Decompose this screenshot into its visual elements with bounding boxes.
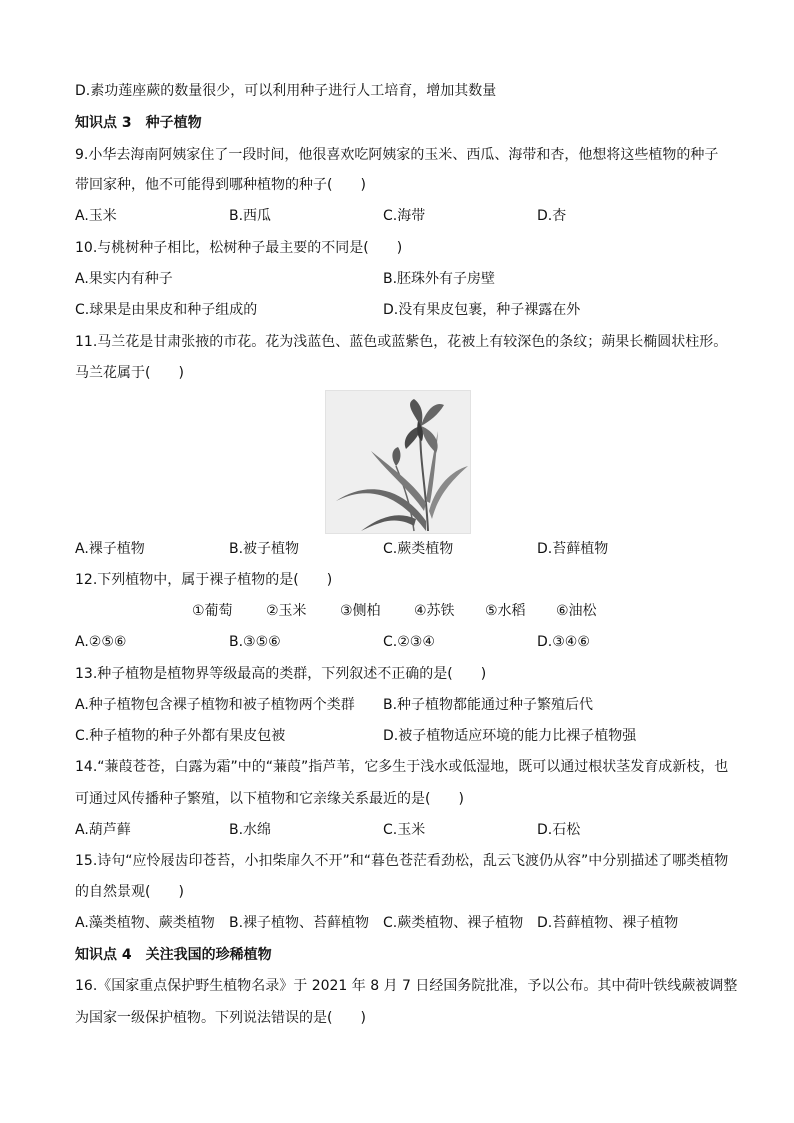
- question-10-option-a: A.果实内有种子: [75, 271, 173, 287]
- question-12-option-d: D.③④⑥: [537, 634, 590, 650]
- question-16-stem: 16.《国家重点保护野生植物名录》于 2021 年 8 月 7 日经国务院批准，予以公布。其中荷叶铁线蕨被调整: [75, 978, 738, 994]
- question-10-option-b: B.胚珠外有子房壁: [383, 271, 496, 287]
- iris-flower-illustration: [325, 390, 471, 534]
- question-11-option-c: C.蕨类植物: [383, 541, 454, 557]
- question-10-option-c: C.球果是由果皮和种子组成的: [75, 302, 258, 318]
- question-10-option-d: D.没有果皮包裹，种子裸露在外: [383, 302, 581, 318]
- section-heading-seed-plants: 知识点 3 种子植物: [75, 115, 202, 131]
- section-heading-rare-plants: 知识点 4 关注我国的珍稀植物: [75, 947, 272, 963]
- question-14-option-b: B.水绵: [229, 822, 272, 838]
- question-13-option-b: B.种子植物都能通过种子繁殖后代: [383, 697, 594, 713]
- question-9-stem-cont: 带回家种，他不可能得到哪种植物的种子( ): [75, 177, 366, 193]
- question-12-option-c: C.②③④: [383, 634, 435, 650]
- question-14-option-d: D.石松: [537, 822, 581, 838]
- question-11-stem: 11.马兰花是甘肃张掖的市花。花为浅蓝色、蓝色或蓝紫色，花被上有较深色的条纹；蒴果长椭圆状柱形。: [75, 334, 728, 350]
- previous-question-option-d: D.素功莲座蕨的数量很少，可以利用种子进行人工培育，增加其数量: [75, 83, 497, 99]
- question-14-option-a: A.葫芦藓: [75, 822, 131, 838]
- question-15-option-a: A.藻类植物、蕨类植物: [75, 915, 215, 931]
- question-13-stem: 13.种子植物是植物界等级最高的类群，下列叙述不正确的是( ): [75, 666, 487, 682]
- question-12-option-b: B.③⑤⑥: [229, 634, 281, 650]
- question-13-option-c: C.种子植物的种子外都有果皮包被: [75, 728, 286, 744]
- question-11-option-a: A.裸子植物: [75, 541, 145, 557]
- question-9-option-d: D.杏: [537, 208, 567, 224]
- question-13-option-d: D.被子植物适应环境的能力比裸子植物强: [383, 728, 637, 744]
- question-15-option-d: D.苔藓植物、裸子植物: [537, 915, 679, 931]
- question-9-option-b: B.西瓜: [229, 208, 272, 224]
- question-10-stem: 10.与桃树种子相比，松树种子最主要的不同是( ): [75, 240, 403, 256]
- question-11-option-b: B.被子植物: [229, 541, 300, 557]
- question-15-stem-cont: 的自然景观( ): [75, 884, 184, 900]
- question-9-option-c: C.海带: [383, 208, 426, 224]
- question-12-plant-4: ④苏铁: [414, 603, 455, 619]
- question-16-stem-cont: 为国家一级保护植物。下列说法错误的是( ): [75, 1010, 366, 1026]
- question-12-plant-5: ⑤水稻: [485, 603, 526, 619]
- iris-flower-drawing: [326, 391, 470, 533]
- question-9-option-a: A.玉米: [75, 208, 117, 224]
- question-13-option-a: A.种子植物包含裸子植物和被子植物两个类群: [75, 697, 355, 713]
- question-12-plant-3: ③侧柏: [340, 603, 381, 619]
- question-15-option-b: B.裸子植物、苔藓植物: [229, 915, 370, 931]
- question-12-plant-1: ①葡萄: [192, 603, 233, 619]
- question-12-option-a: A.②⑤⑥: [75, 634, 127, 650]
- question-14-stem: 14.“蒹葭苍苍，白露为霜”中的“蒹葭”指芦苇，它多生于浅水或低湿地，既可以通过根状茎发育成新枝，也: [75, 759, 729, 775]
- question-12-plant-6: ⑥油松: [556, 603, 597, 619]
- question-11-stem-cont: 马兰花属于( ): [75, 365, 184, 381]
- question-12-stem: 12.下列植物中，属于裸子植物的是( ): [75, 572, 333, 588]
- question-12-plant-2: ②玉米: [266, 603, 307, 619]
- question-14-stem-cont: 可通过风传播种子繁殖，以下植物和它亲缘关系最近的是( ): [75, 791, 464, 807]
- question-15-stem: 15.诗句“应怜屐齿印苍苔，小扣柴扉久不开”和“暮色苍茫看劲松，乱云飞渡仍从容”中分别描述了哪类植物: [75, 853, 729, 869]
- question-14-option-c: C.玉米: [383, 822, 426, 838]
- question-11-option-d: D.苔藓植物: [537, 541, 609, 557]
- question-9-stem: 9.小华去海南阿姨家住了一段时间，他很喜欢吃阿姨家的玉米、西瓜、海带和杏，他想将这些植物的种子: [75, 147, 719, 163]
- question-15-option-c: C.蕨类植物、裸子植物: [383, 915, 524, 931]
